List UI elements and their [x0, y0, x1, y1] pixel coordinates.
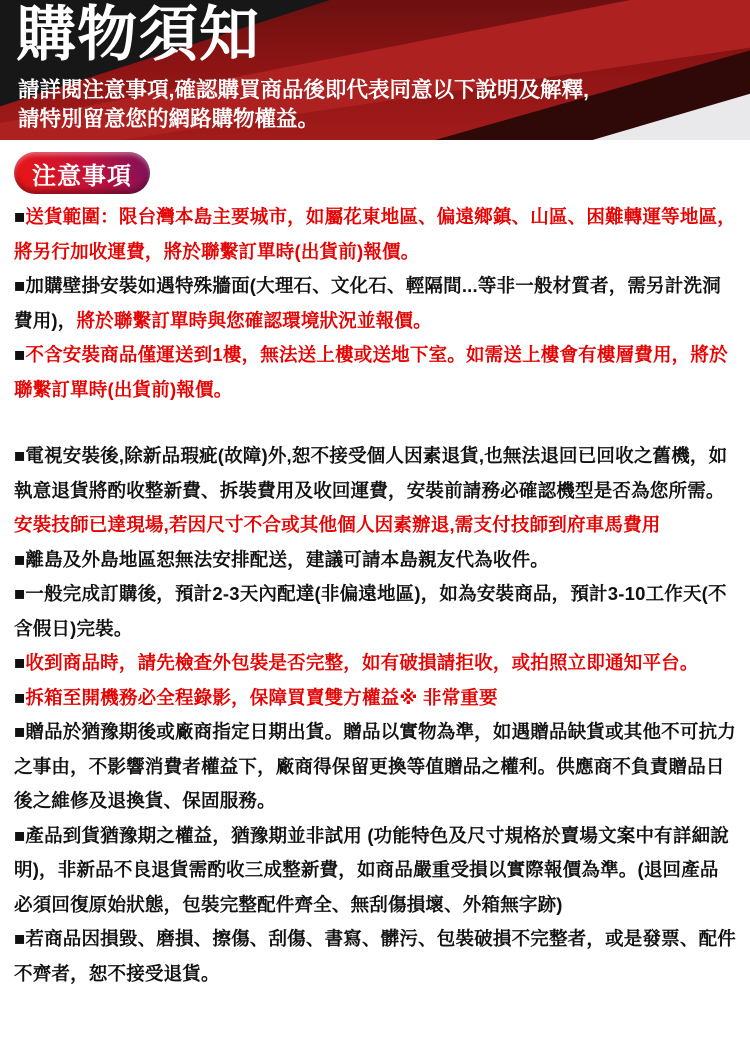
notice-segment: ■ — [14, 652, 26, 673]
notice-badge: 注意事項 — [14, 152, 150, 194]
notice-segment: 送貨範圍：限台灣本島主要城市，如屬花東地區、偏遠鄉鎮、山區、困難轉運等地區，將另行加收運費，將於聯繫訂單時(出貨前)報價。 — [14, 206, 736, 262]
notice-item — [14, 577, 736, 646]
notice-item — [14, 819, 736, 923]
notice-item — [14, 200, 736, 269]
notice-segment: ■一般完成訂購後，預計2-3天內配達(非偏遠地區)，如為安裝商品，預計3-10工作天(不含假日)完裝。 — [14, 583, 727, 639]
notice-segment: ■加購壁掛安裝如遇特殊牆面(大理石、文化石、輕隔間...等非一般材質者，需另計洗洞費用)， — [14, 275, 721, 331]
page-subtitle: 請詳閱注意事項,確認購買商品後即代表同意以下說明及解釋,請特別留意您的網路購物權益。 — [18, 78, 589, 131]
notice-segment: ■產品到貨猶豫期之權益，猶豫期並非試用 (功能特色及尺寸規格於賣場文案中有詳細說明)，非新品不良退貨需酌收三成整新費，如商品嚴重受損以實際報價為準。(退回產品必須回復原始狀態，包裝完整配件齊全、無刮傷損壞、外箱無字跡) — [14, 824, 729, 915]
notice-segment: ■ — [14, 344, 26, 365]
notice-segment: 不含安裝商品僅運送到1樓，無法送上樓或送地下室。如需送上樓會有樓層費用，將於聯繫訂單時(出貨前)報價。 — [14, 344, 728, 400]
notice-segment: 將於聯繫訂單時與您確認環境狀況並報價。 — [76, 309, 432, 331]
notice-item — [14, 508, 736, 543]
notice-item — [14, 646, 736, 681]
notice-list — [0, 200, 750, 991]
notice-item — [14, 543, 736, 578]
notice-segment: ■電視安裝後,除新品瑕疵(故障)外,恕不接受個人因素退貨,也無法退回已回收之舊機，如執意退貨將酌收整新費、拆裝費用及收回運費，安裝前請務必確認機型是否為您所需。 — [14, 445, 728, 501]
notice-segment: 拆箱至開機務必全程錄影，保障買賣雙方權益※ 非常重要 — [25, 686, 498, 708]
page-title: 購物須知 — [16, 1, 260, 68]
notice-item — [14, 922, 736, 991]
notice-segment: ■贈品於猶豫期後或廠商指定日期出貨。贈品以實物為準，如遇贈品缺貨或其他不可抗力之事由，不影響消費者權益下，廠商得保留更換等值贈品之權利。供應商不負責贈品日後之維修及退換貨、保固服務。 — [14, 721, 736, 811]
notice-segment: ■若商品因損毀、磨損、擦傷、刮傷、書寫、髒污、包裝破損不完整者，或是發票、配件不齊者，恕不接受退貨。 — [14, 928, 736, 984]
notice-segment: ■ — [14, 686, 26, 708]
notice-segment: 收到商品時，請先檢查外包裝是否完整，如有破損請拒收，或拍照立即通知平台。 — [25, 652, 699, 673]
notice-segment: 安裝技師已達現場,若因尺寸不合或其他個人因素辦退,需支付技師到府車馬費用 — [14, 514, 661, 535]
notice-segment: ■ — [14, 206, 26, 227]
notice-item — [14, 439, 736, 508]
notice-item — [14, 715, 736, 819]
notice-item — [14, 269, 736, 338]
notice-item — [14, 338, 736, 407]
notice-item — [14, 681, 736, 716]
notice-segment: ■離島及外島地區恕無法安排配送，建議可請本島親友代為收件。 — [14, 548, 549, 570]
header-banner — [0, 0, 750, 140]
